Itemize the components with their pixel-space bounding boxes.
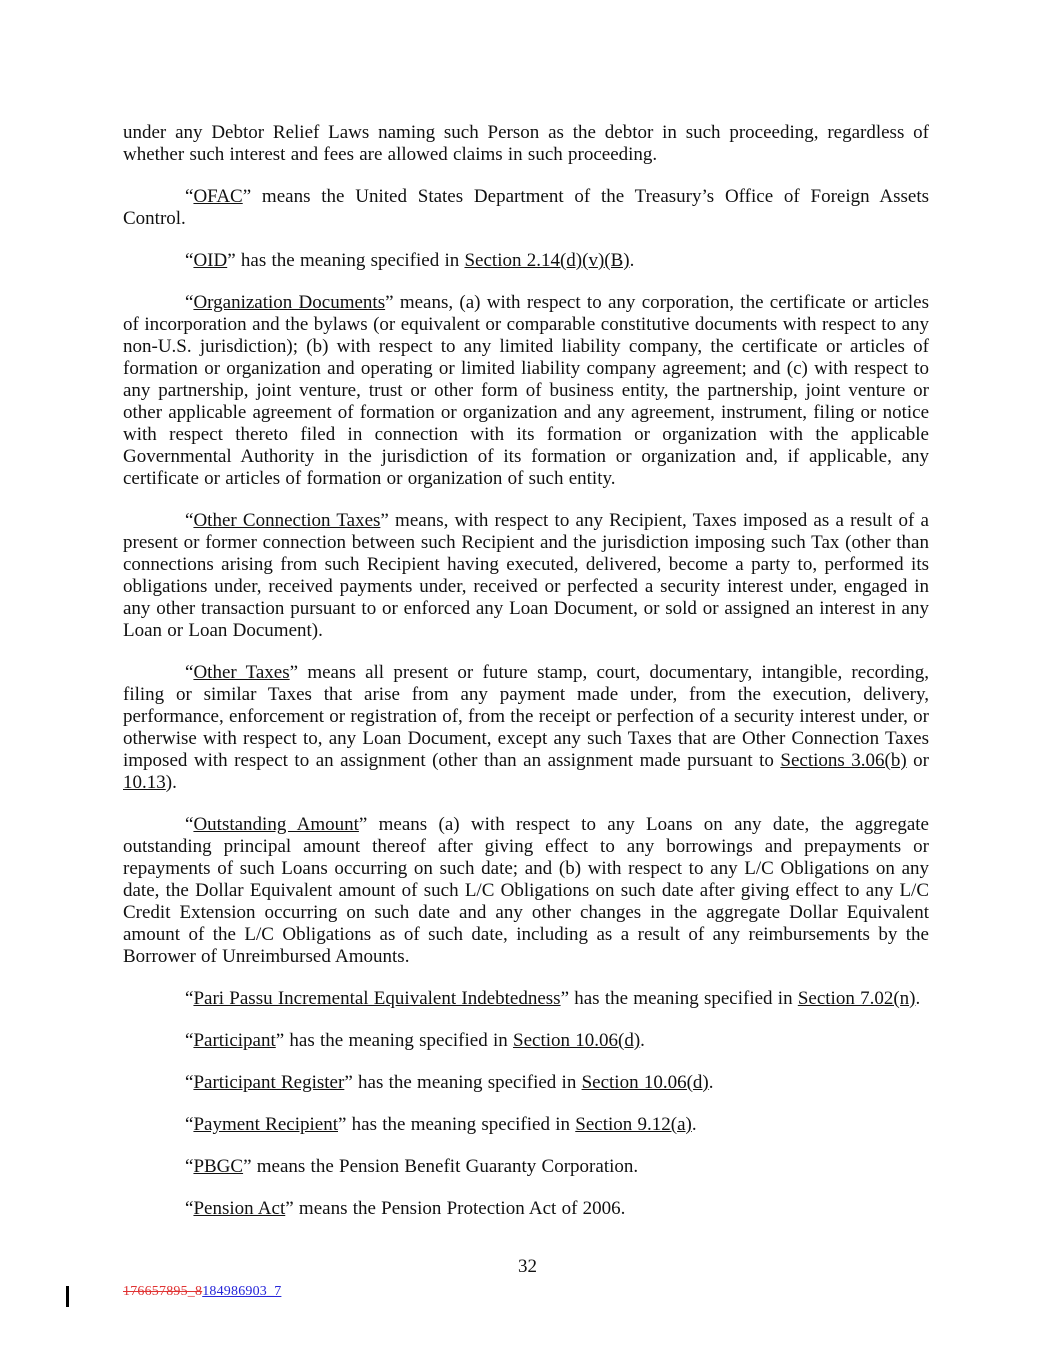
text-run: ” means the Pension Benefit Guaranty Corporation. — [243, 1156, 639, 1177]
defined-term: OFAC — [193, 186, 243, 207]
page-number: 32 — [518, 1256, 537, 1277]
text-run: ” means all present or future stamp, court, documentary, intangible, recording, filing or similar Taxes that arise from any payment made under, from the execution, delivery, performance, enforcement or registration of, from the receipt or perfection of a security interest under, or otherwise with respect to, any Loan Document, except any such Taxes that are Other Connection Taxes imposed with respect to an assignment (other than an assignment made pursuant to — [123, 662, 929, 771]
defined-term: Outstanding Amount — [193, 814, 359, 835]
defined-term: Other Taxes — [193, 662, 290, 683]
defined-term: Organization Documents — [193, 292, 386, 313]
text-run: “ — [185, 1072, 194, 1093]
defined-term: Payment Recipient — [193, 1114, 338, 1135]
text-run: ” means the United States Department of the Treasury’s Office of Foreign Assets Control. — [123, 186, 929, 229]
text-run: . — [915, 988, 921, 1009]
text-run: “ — [185, 510, 194, 531]
text-run: ” means, with respect to any Recipient, Taxes imposed as a result of a present or former connection between such Recipient and the jurisdiction imposing such Tax (other than connections arising from such Recipient having executed, delivered, become a party to, performed its obligations under, received payments under, received or perfected a security interest under, engaged in any other transaction pursuant to or enforced any Loan Document, or sold or assigned an interest in any Loan or Loan Document). — [123, 510, 929, 641]
definition-paragraph — [123, 1072, 929, 1094]
text-run: “ — [185, 1114, 194, 1135]
definition-paragraph — [123, 250, 929, 272]
text-run: . — [640, 1030, 645, 1051]
definition-paragraph — [123, 186, 929, 230]
text-run: “ — [185, 662, 194, 683]
defined-term: Other Connection Taxes — [193, 510, 381, 531]
text-run: “ — [185, 292, 194, 313]
text-run: “ — [185, 186, 194, 207]
text-run: ” means, (a) with respect to any corporation, the certificate or articles of incorporation and the bylaws (or equivalent or comparable constitutive documents with respect to any non-U.S. jurisdiction); (b) with respect to any limited liability company, the certificate or articles of formation or organization and operating or limited liability company agreement; and (c) with respect to any partnership, joint venture, trust or other form of business entity, the partnership, joint venture or other applicable agreement of formation or organization and any agreement, instrument, filing or notice with respect thereto filed in connection with its formation or organization with the applicable Governmental Authority in the jurisdiction of its formation or organization and, if applicable, any certificate or articles of formation or organization of such entity. — [123, 292, 929, 489]
document-content — [123, 122, 929, 1240]
defined-term: Pari Passu Incremental Equivalent Indebtedness — [193, 988, 561, 1009]
defined-term: Participant Register — [193, 1072, 345, 1093]
text-run: ” has the meaning specified in — [275, 1030, 514, 1051]
section-reference: 10.13 — [123, 772, 166, 793]
text-run: “ — [185, 250, 194, 271]
section-reference: Section 2.14(d)(v)(B) — [464, 250, 630, 271]
section-reference: Section 10.06(d) — [513, 1030, 641, 1051]
text-run: “ — [185, 1198, 194, 1219]
deleted-doc-id: 176657895_8 — [123, 1284, 203, 1299]
text-run: . — [708, 1072, 714, 1093]
defined-term: OID — [193, 250, 228, 271]
text-run: “ — [185, 1156, 194, 1177]
definition-paragraph — [123, 988, 929, 1010]
text-run: under any Debtor Relief Laws naming such Person as the debtor in such proceeding, regardless of whether such interest and fees are allowed claims in such proceeding. — [123, 122, 929, 165]
text-run: ” means (a) with respect to any Loans on any date, the aggregate outstanding principal amount thereof after giving effect to any borrowings and prepayments or repayments of such Loans occurring on such date; and (b) with respect to any L/C Obligations on any date, the Dollar Equivalent amount of such L/C Obligations on such date after giving effect to any L/C Credit Extension occurring on such date and any other changes in the aggregate Dollar Equivalent amount of the L/C Obligations as of such date, including as a result of any reimbursements by the Borrower of Unreimbursed Amounts. — [123, 814, 929, 967]
inserted-doc-id: 184986903_7 — [202, 1284, 282, 1299]
definition-paragraph — [123, 814, 929, 968]
section-reference: Sections 3.06(b) — [780, 750, 907, 771]
text-run: . — [629, 250, 635, 271]
definition-paragraph — [123, 510, 929, 642]
defined-term: Participant — [193, 1030, 276, 1051]
text-run: ” has the meaning specified in — [344, 1072, 582, 1093]
defined-term: Pension Act — [193, 1198, 286, 1219]
section-reference: Section 10.06(d) — [581, 1072, 709, 1093]
section-reference: Section 7.02(n) — [797, 988, 916, 1009]
text-run: ” has the meaning specified in — [560, 988, 798, 1009]
text-run: “ — [185, 1030, 194, 1051]
definition-paragraph — [123, 1030, 929, 1052]
definition-paragraph — [123, 662, 929, 794]
change-bar — [66, 1286, 69, 1307]
definition-paragraph — [123, 122, 929, 166]
section-reference: Section 9.12(a) — [575, 1114, 692, 1135]
text-run: ” has the meaning specified in — [338, 1114, 576, 1135]
text-run: . — [691, 1114, 697, 1135]
text-run: or — [906, 750, 929, 771]
text-run: “ — [185, 814, 194, 835]
text-run: ” means the Pension Protection Act of 2006. — [285, 1198, 626, 1219]
text-run: ” has the meaning specified in — [227, 250, 465, 271]
text-run: ). — [165, 772, 177, 793]
definition-paragraph — [123, 292, 929, 490]
definition-paragraph — [123, 1198, 929, 1220]
text-run: “ — [185, 988, 194, 1009]
definition-paragraph — [123, 1156, 929, 1178]
definition-paragraph — [123, 1114, 929, 1136]
defined-term: PBGC — [193, 1156, 244, 1177]
footer-doc-ids — [123, 1283, 281, 1300]
